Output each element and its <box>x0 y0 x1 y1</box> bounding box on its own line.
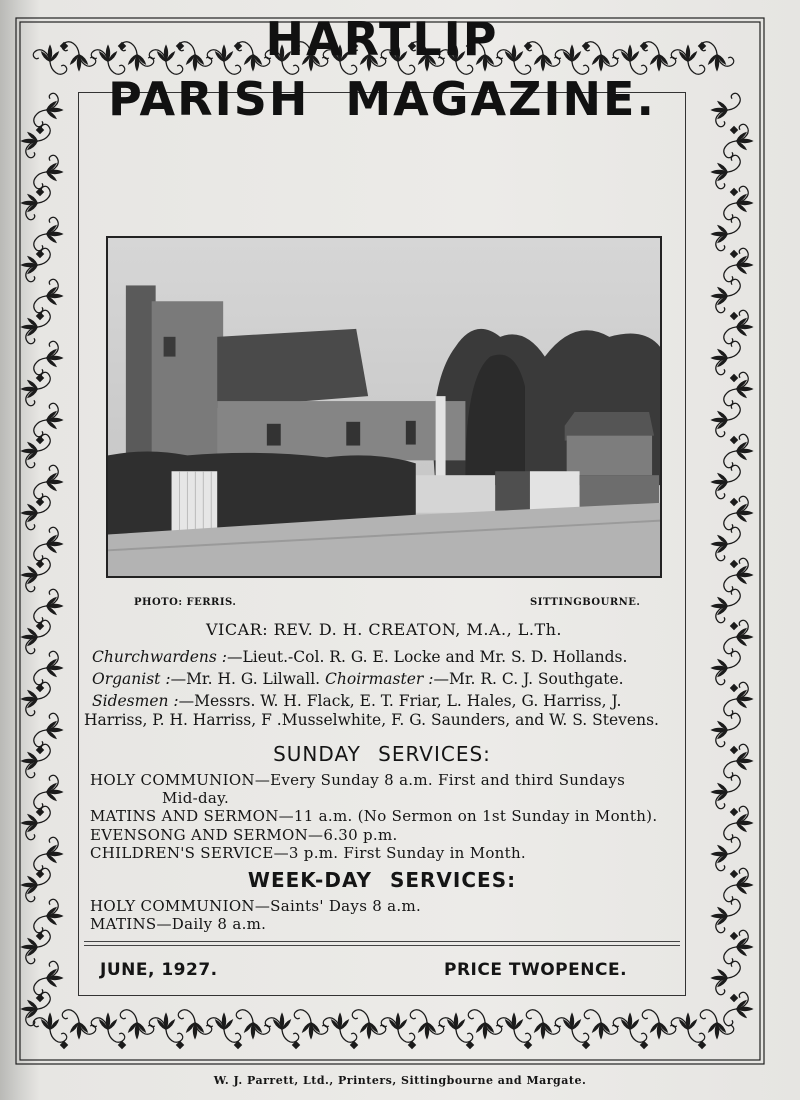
churchwardens-names: —Lieut.-Col. R. G. E. Locke and Mr. S. D. Hollands. <box>227 648 628 666</box>
weekday-holy-communion-line: HOLY COMMUNION—Saints' Days 8 a.m. <box>90 897 422 915</box>
weekday-services-heading: WEEK-DAY SERVICES: <box>247 868 517 892</box>
divider-rule <box>84 945 680 946</box>
church-photo <box>106 236 662 578</box>
vicar-line: VICAR: REV. D. H. CREATON, M.A., L.Th. <box>205 620 563 639</box>
choirmaster-label: Choirmaster : <box>325 670 434 688</box>
organist-line <box>92 670 692 688</box>
holy-communion-line-1: HOLY COMMUNION—Every Sunday 8 a.m. First and third Sundays <box>90 771 626 789</box>
holy-communion-line-2: Mid-day. <box>162 789 230 807</box>
title-line-1: HARTLIP <box>265 12 499 66</box>
sidesmen-line-2: Harriss, P. H. Harriss, F .Musselwhite, F. G. Saunders, and W. S. Stevens. <box>84 711 659 729</box>
weekday-matins-line: MATINS—Daily 8 a.m. <box>90 915 267 933</box>
choirmaster-name: —Mr. R. C. J. Southgate. <box>433 670 624 688</box>
photo-credit-left: PHOTO: FERRIS. <box>134 597 237 608</box>
organist-name: —Mr. H. G. Lilwall. <box>170 670 321 688</box>
matins-sermon-line: MATINS AND SERMON—11 a.m. (No Sermon on 1st Sunday in Month). <box>90 807 658 825</box>
photo-credit-right: SITTINGBOURNE. <box>530 597 641 608</box>
sidesmen-label: Sidesmen : <box>92 692 179 710</box>
issue-date: JUNE, 1927. <box>100 960 218 980</box>
title-line-2: PARISH MAGAZINE. <box>108 72 656 126</box>
sidesmen-names-1: —Messrs. W. H. Flack, E. T. Friar, L. Hales, G. Harriss, J. <box>178 692 622 710</box>
sunday-services-heading: SUNDAY SERVICES: <box>273 742 491 766</box>
evensong-line: EVENSONG AND SERMON—6.30 p.m. <box>90 826 398 844</box>
issue-price: PRICE TWOPENCE. <box>444 960 628 980</box>
childrens-service-line: CHILDREN'S SERVICE—3 p.m. First Sunday in Month. <box>90 844 527 862</box>
divider-rule <box>84 941 680 942</box>
sidesmen-line-1 <box>92 692 692 710</box>
churchwardens-line <box>92 648 692 666</box>
churchwardens-label: Churchwardens : <box>92 648 227 666</box>
organist-label: Organist : <box>92 670 171 688</box>
printer-imprint: W. J. Parrett, Ltd., Printers, Sittingbourne and Margate. <box>213 1074 587 1087</box>
